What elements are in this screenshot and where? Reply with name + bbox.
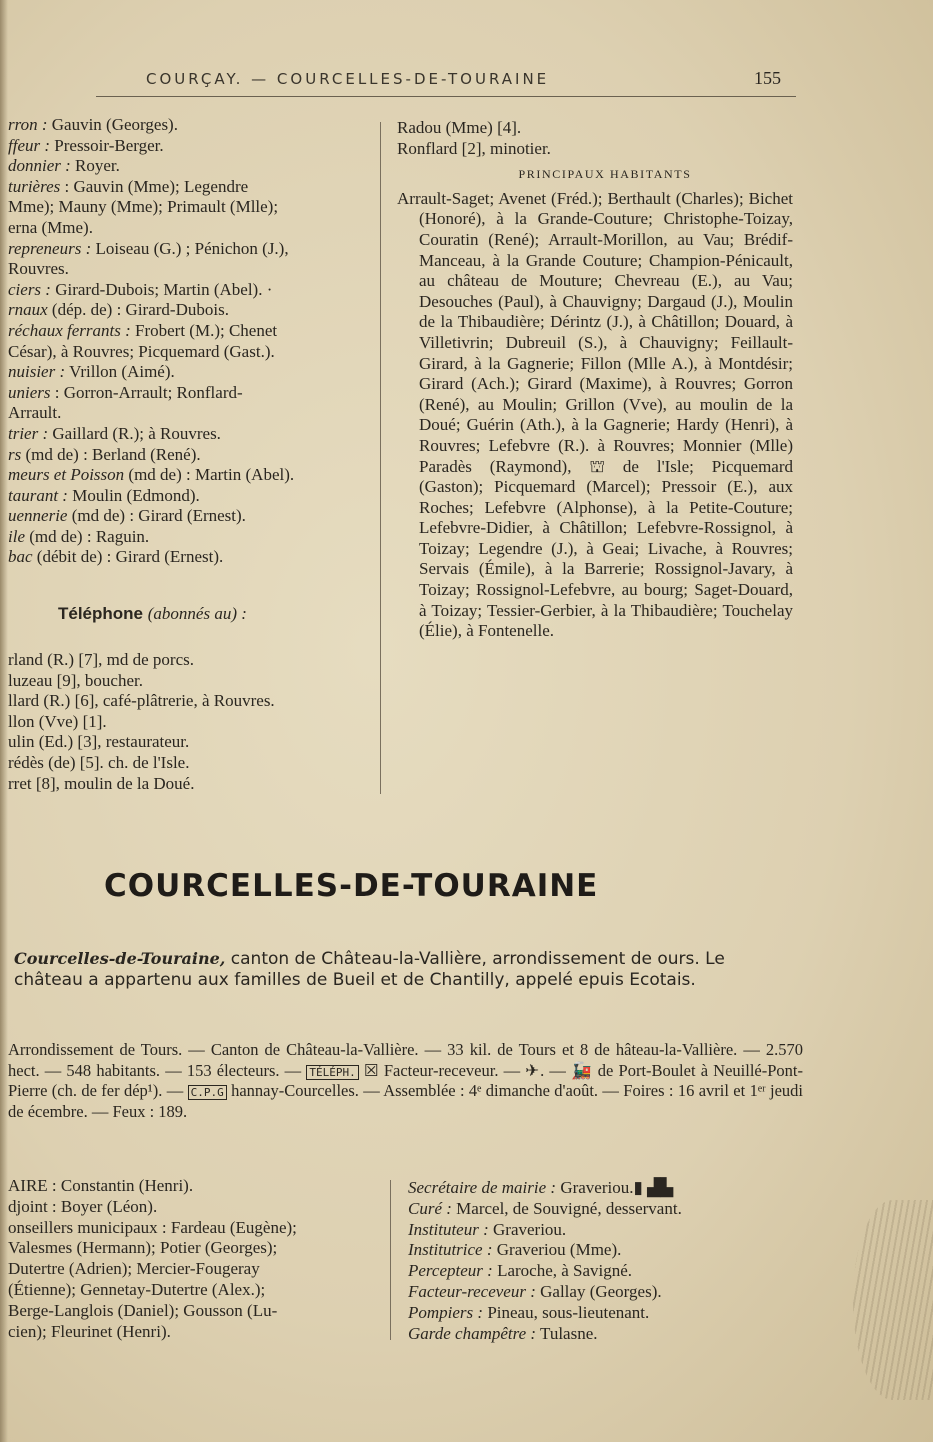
trade-entry bbox=[8, 403, 368, 424]
trade-term: bac bbox=[8, 547, 33, 567]
trade-term: repreneurs : bbox=[8, 238, 92, 258]
telephone-entry: llon (Vve) [1]. bbox=[8, 711, 107, 731]
intro-paragraph bbox=[14, 948, 798, 991]
stats-line-1: Arrondissement de Tours. — Canton de Château-la-Vallière. — 33 kil. de Tours et 8 de hâteau-la-Vallière. — 2.570 hect. — 548 habitants. — 153 électeurs. — bbox=[8, 1040, 803, 1080]
statistics-paragraph bbox=[8, 1040, 803, 1122]
trade-term: ile bbox=[8, 526, 25, 546]
trade-term: rnaux bbox=[8, 300, 48, 320]
trade-term: rs bbox=[8, 444, 22, 464]
trade-term: réchaux ferrants : bbox=[8, 320, 131, 340]
other-officials bbox=[408, 1178, 803, 1344]
telephone-entry: ulin (Ed.) [3], restaurateur. bbox=[8, 732, 190, 752]
trade-entry bbox=[8, 115, 368, 136]
official-role: Secrétaire de mairie : bbox=[408, 1178, 557, 1197]
right-column bbox=[397, 118, 793, 642]
trade-entry bbox=[8, 424, 368, 445]
trade-entry bbox=[8, 259, 368, 280]
trade-value: : Gauvin (Mme); Legendre bbox=[60, 176, 249, 196]
trade-value: (md de) : Berland (René). bbox=[21, 444, 201, 464]
trade-value: Moulin (Edmond). bbox=[67, 485, 200, 505]
council-line: AIRE : Constantin (Henri). bbox=[8, 1176, 194, 1195]
official-name: Tulasne. bbox=[536, 1323, 598, 1343]
stats-line-2: ☒ Facteur-receveur. — ✈. — 🚂 de Port-Boulet à Neuillé-Pont-Pierre (ch. de fer dép¹). — bbox=[8, 1060, 803, 1100]
trade-entry bbox=[8, 136, 368, 157]
trade-value: (débit de) : Girard (Ernest). bbox=[32, 547, 224, 567]
trade-entry bbox=[8, 218, 368, 239]
telephone-badge: TÉLÉPH. bbox=[306, 1065, 358, 1080]
trade-entry bbox=[8, 383, 368, 404]
telephone-heading bbox=[58, 604, 247, 624]
official-role: Curé : bbox=[408, 1198, 452, 1218]
trade-entry bbox=[8, 506, 368, 527]
section-title: COURCELLES-DE-TOURAINE bbox=[104, 868, 599, 904]
intro-place-name: Courcelles-de-Touraine, bbox=[14, 949, 226, 968]
habitants-heading: PRINCIPAUX HABITANTS bbox=[518, 167, 692, 182]
trade-term: donnier : bbox=[8, 156, 71, 176]
council-line: onseillers municipaux : Fardeau (Eugène); bbox=[8, 1217, 297, 1237]
running-header bbox=[0, 68, 933, 94]
trade-value: (dép. de) : Girard-Dubois. bbox=[47, 300, 229, 320]
trade-value: Frobert (M.); Chenet bbox=[130, 320, 278, 340]
trade-value: Gaillard (R.); à Rouvres. bbox=[48, 423, 221, 443]
trade-value: Pressoir-Berger. bbox=[50, 135, 164, 155]
telephone-entry: rédès (de) [5]. ch. de l'Isle. bbox=[8, 752, 190, 772]
official-name: Gallay (Georges). bbox=[535, 1281, 662, 1301]
official-line bbox=[408, 1199, 803, 1220]
official-role: Institutrice : bbox=[408, 1240, 493, 1260]
trade-term: uennerie bbox=[8, 506, 68, 526]
trade-term: rron : bbox=[8, 115, 48, 134]
trade-term: ciers : bbox=[8, 279, 51, 299]
official-name: Laroche, à Savigné. bbox=[492, 1261, 633, 1281]
official-name: Graveriou (Mme). bbox=[492, 1240, 622, 1260]
trade-entry bbox=[8, 177, 368, 198]
telephone-entry: luzeau [9], boucher. bbox=[8, 670, 143, 690]
trades-list bbox=[8, 115, 368, 568]
telephone-entry: rland (R.) [7], md de porcs. bbox=[8, 650, 195, 669]
trade-entry bbox=[8, 239, 368, 260]
right-line: Ronflard [2], minotier. bbox=[397, 138, 551, 158]
trade-term: uniers bbox=[8, 382, 51, 402]
trade-entry bbox=[8, 321, 368, 342]
official-role: Pompiers : bbox=[408, 1302, 484, 1322]
municipal-officials bbox=[8, 1176, 380, 1342]
council-line: Dutertre (Adrien); Mercier-Fougeray bbox=[8, 1259, 260, 1279]
trade-value: (md de) : Girard (Ernest). bbox=[67, 506, 246, 526]
trade-entry bbox=[8, 465, 368, 486]
telephone-title: Téléphone bbox=[58, 604, 144, 623]
official-line bbox=[408, 1261, 803, 1282]
header-rule bbox=[96, 96, 796, 97]
trade-term: turières bbox=[8, 176, 61, 196]
official-name: Graveriou.▮ ▟▙ bbox=[556, 1178, 674, 1197]
trade-value: Loiseau (G.) ; Pénichon (J.), bbox=[91, 238, 289, 258]
trade-entry bbox=[8, 156, 368, 177]
council-line: (Étienne); Gennetay-Dutertre (Alex.); bbox=[8, 1279, 266, 1299]
official-name: Graveriou. bbox=[488, 1219, 567, 1239]
trade-value: Rouvres. bbox=[8, 259, 69, 279]
header-title: COURÇAY. — COURCELLES-DE-TOURAINE bbox=[146, 70, 550, 88]
official-name: Marcel, de Souvigné, desservant. bbox=[451, 1198, 682, 1218]
page-binding-edge bbox=[0, 0, 8, 1442]
trade-term: trier : bbox=[8, 423, 49, 443]
telephone-entry: llard (R.) [6], café-plâtrerie, à Rouvres. bbox=[8, 691, 275, 711]
trade-value: Gauvin (Georges). bbox=[47, 115, 178, 134]
intro-text: canton de Château-la-Vallière, arrondissement de ours. Le château a appartenu aux familles de Bueil et de Chantilly, appelé epuis Ecotais. bbox=[14, 949, 725, 990]
official-line bbox=[408, 1303, 803, 1324]
thumb-smudge bbox=[853, 1200, 933, 1400]
official-line bbox=[408, 1240, 803, 1261]
council-line: Berge-Langlois (Daniel); Gousson (Lu- bbox=[8, 1300, 278, 1320]
trade-value: Mme); Mauny (Mme); Primault (Mlle); bbox=[8, 197, 279, 217]
officials-column-separator bbox=[390, 1180, 391, 1340]
official-name: Pineau, sous-lieutenant. bbox=[483, 1302, 650, 1322]
column-separator bbox=[380, 122, 381, 794]
official-line bbox=[408, 1178, 803, 1199]
official-line bbox=[408, 1220, 803, 1241]
trade-entry bbox=[8, 280, 368, 301]
trade-term: ffeur : bbox=[8, 135, 51, 155]
habitants-paragraph: Arrault-Saget; Avenet (Fréd.); Berthault (Charles); Bichet (Honoré), à la Grande-Couture; Christophe-Toizay, Couratin (René); Arrault-Morillon, au Vau; Brédif-Manceau, à la Grande Couture; Champion-Pénicault, au château de Mouture; Chevreau (E.), au Vau; Desouches (Paul), à Chauvigny; Dargaud (J.), Moulin de la Thibaudière; Dérintz (J.), à Châtillon; Douard, à Villetivrin; Dubreuil (S.), à Chauvigny; Feillault-Girard, à la Gagnerie; Fillon (Mlle A.), à Montdésir; Girard (Ach.); Girard (Maxime), à Rouvres; Gorron (René), au Moulin; Grillon (Vve), au moulin de la Doué; Guérin (Ath.), à la Gagnerie; Hardy (Henri), à Rouvres; Lefebvre (R.). à Rouvres; Monnier (Mlle) Paradès (Raymond), ⛫ de l'Isle; Picquemard (Gaston); Picquemard (Marcel); Pressoir (E.), aux Roches; Lefebvre (Alphonse), à la Petite-Couture; Lefebvre-Didier, à Châtillon; Lefebvre-Rossignol, à Toizay; Legendre (J.), à Geai; Livache, à Rouvres; Servais (Émile), à la Barrerie; Rossignol-Javary, à Toizay; Rossignol-Lefebvre, au bourg; Saget-Douard, à Toizay; Tessier-Gerbier, à la Thibaudière; Touchelay (Élie), à Fontenelle. bbox=[397, 188, 793, 641]
trade-term: taurant : bbox=[8, 485, 68, 505]
official-role: Percepteur : bbox=[408, 1261, 493, 1281]
council-line: Valesmes (Hermann); Potier (Georges); bbox=[8, 1238, 278, 1258]
trade-entry bbox=[8, 197, 368, 218]
trade-entry bbox=[8, 547, 368, 568]
telephone-list bbox=[8, 650, 378, 794]
trade-entry bbox=[8, 342, 368, 363]
page-number: 155 bbox=[754, 68, 781, 88]
cpg-badge: C.P.G bbox=[188, 1085, 227, 1100]
trade-value: César), à Rouvres; Picquemard (Gast.). bbox=[8, 341, 275, 361]
telephone-entry: rret [8], moulin de la Doué. bbox=[8, 773, 195, 793]
official-role: Instituteur : bbox=[408, 1219, 489, 1239]
trade-entry bbox=[8, 300, 368, 321]
official-role: Facteur-receveur : bbox=[408, 1281, 536, 1301]
trade-entry bbox=[8, 362, 368, 383]
council-line: cien); Fleurinet (Henri). bbox=[8, 1321, 171, 1341]
trade-value: Girard-Dubois; Martin (Abel). · bbox=[50, 279, 273, 299]
council-line: djoint : Boyer (Léon). bbox=[8, 1196, 158, 1216]
trade-entry bbox=[8, 445, 368, 466]
stats-line-3: hannay-Courcelles. — Assemblée : 4ᵉ dimanche d'août. — Foires : 16 avril et 1ᵉʳ jeudi de écembre. — Feux : 189. bbox=[8, 1081, 804, 1121]
trade-value: Royer. bbox=[70, 156, 120, 176]
right-line: Radou (Mme) [4]. bbox=[397, 118, 522, 137]
trade-value: erna (Mme). bbox=[8, 217, 93, 237]
trade-entry bbox=[8, 486, 368, 507]
trade-value: Vrillon (Aimé). bbox=[65, 362, 175, 382]
official-line bbox=[408, 1282, 803, 1303]
official-line bbox=[408, 1324, 803, 1345]
trade-value: (md de) : Martin (Abel). bbox=[124, 465, 295, 485]
trade-value: (md de) : Raguin. bbox=[25, 526, 150, 546]
trade-entry bbox=[8, 527, 368, 548]
official-role: Garde champêtre : bbox=[408, 1323, 537, 1343]
telephone-subtitle: (abonnés au) : bbox=[147, 604, 247, 623]
trade-term: meurs et Poisson bbox=[8, 465, 125, 485]
trade-value: : Gorron-Arrault; Ronflard- bbox=[50, 382, 243, 402]
trade-term: nuisier : bbox=[8, 362, 66, 382]
trade-value: Arrault. bbox=[8, 403, 62, 423]
